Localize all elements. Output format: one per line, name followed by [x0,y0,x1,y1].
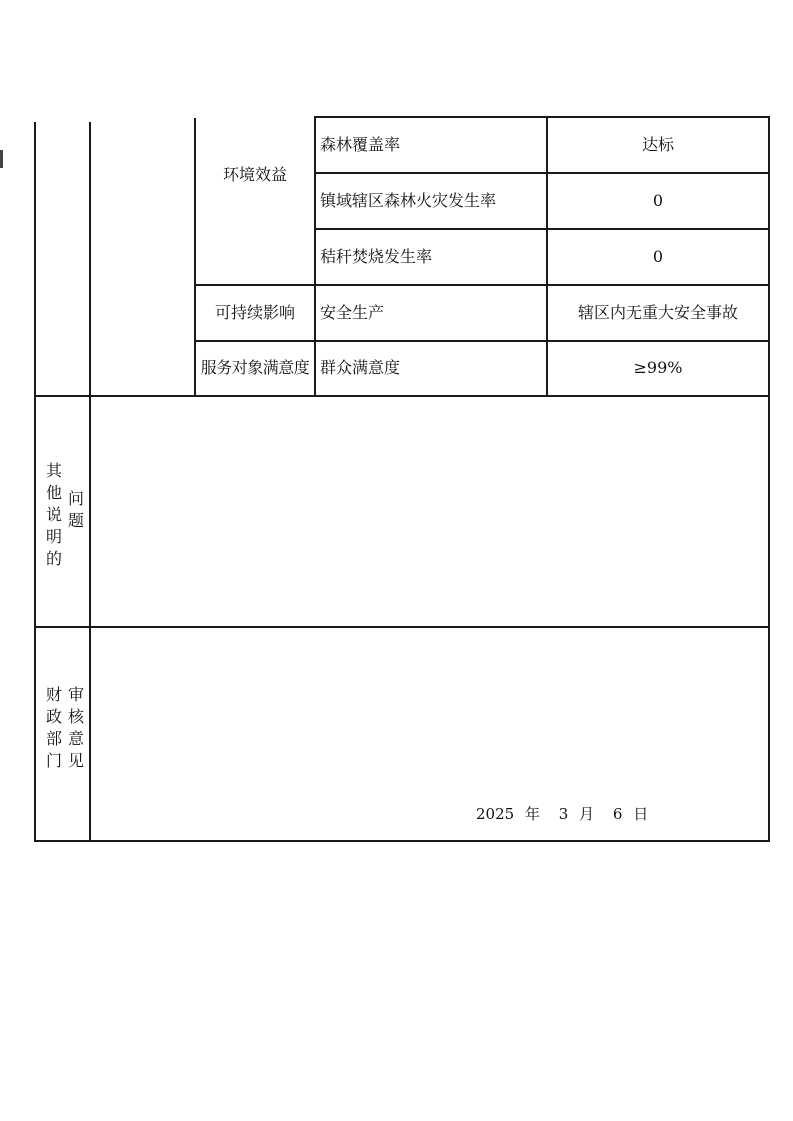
label-char: 问 [67,489,84,508]
label-char: 审 [67,685,84,704]
date-year-unit: 年 [524,805,540,823]
review-date [476,803,648,824]
label-char: 其 [45,461,62,480]
grid-line [194,118,196,397]
label-char: 财 [45,685,62,704]
grid-line [34,840,770,842]
indicator-name: 森林覆盖率 [320,135,401,154]
indicator-category: 服务对象满意度 [200,358,310,377]
label-char: 见 [67,751,84,770]
label-char: 的 [45,549,62,568]
label-char: 说 [45,505,62,524]
date-year: 2025 [476,805,515,823]
indicator-name: 群众满意度 [320,358,401,377]
indicator-value: 达标 [641,135,674,154]
scan-edge-mark [0,150,3,168]
grid-line [314,116,316,397]
indicator-name: 安全生产 [320,303,385,322]
date-day: 6 [612,805,623,823]
finance-review-label-col1 [44,684,64,772]
grid-line [34,395,770,397]
indicator-value: ≥99% [633,358,683,377]
label-char: 政 [45,707,62,726]
indicator-category: 可持续影响 [214,303,295,322]
date-month: 3 [558,805,569,823]
grid-line [316,228,770,230]
label-char: 题 [67,511,84,530]
grid-line [316,172,770,174]
grid-line [34,122,36,842]
other-issues-content [96,405,760,615]
indicator-name: 镇域辖区森林火灾发生率 [320,191,497,210]
indicator-value: 0 [652,191,664,210]
other-issues-label-col2 [66,488,86,532]
indicator-value: 辖区内无重大安全事故 [577,303,738,322]
grid-line [196,340,770,342]
date-day-unit: 日 [633,805,649,823]
indicator-name: 秸秆焚烧发生率 [320,247,433,266]
indicator-category: 环境效益 [222,165,287,184]
label-char: 部 [45,729,62,748]
finance-review-label-col2 [66,684,86,772]
label-char: 意 [67,729,84,748]
grid-line [316,116,770,118]
date-month-unit: 月 [579,805,595,823]
grid-line [34,626,770,628]
grid-line [89,122,91,842]
indicator-value: 0 [652,247,664,266]
label-char: 明 [45,527,62,546]
label-char: 核 [67,707,84,726]
label-char: 门 [45,751,62,770]
finance-review-content [96,636,760,786]
grid-line [196,284,770,286]
other-issues-label-col1 [44,460,64,570]
grid-line [768,116,770,842]
label-char: 他 [45,483,62,502]
